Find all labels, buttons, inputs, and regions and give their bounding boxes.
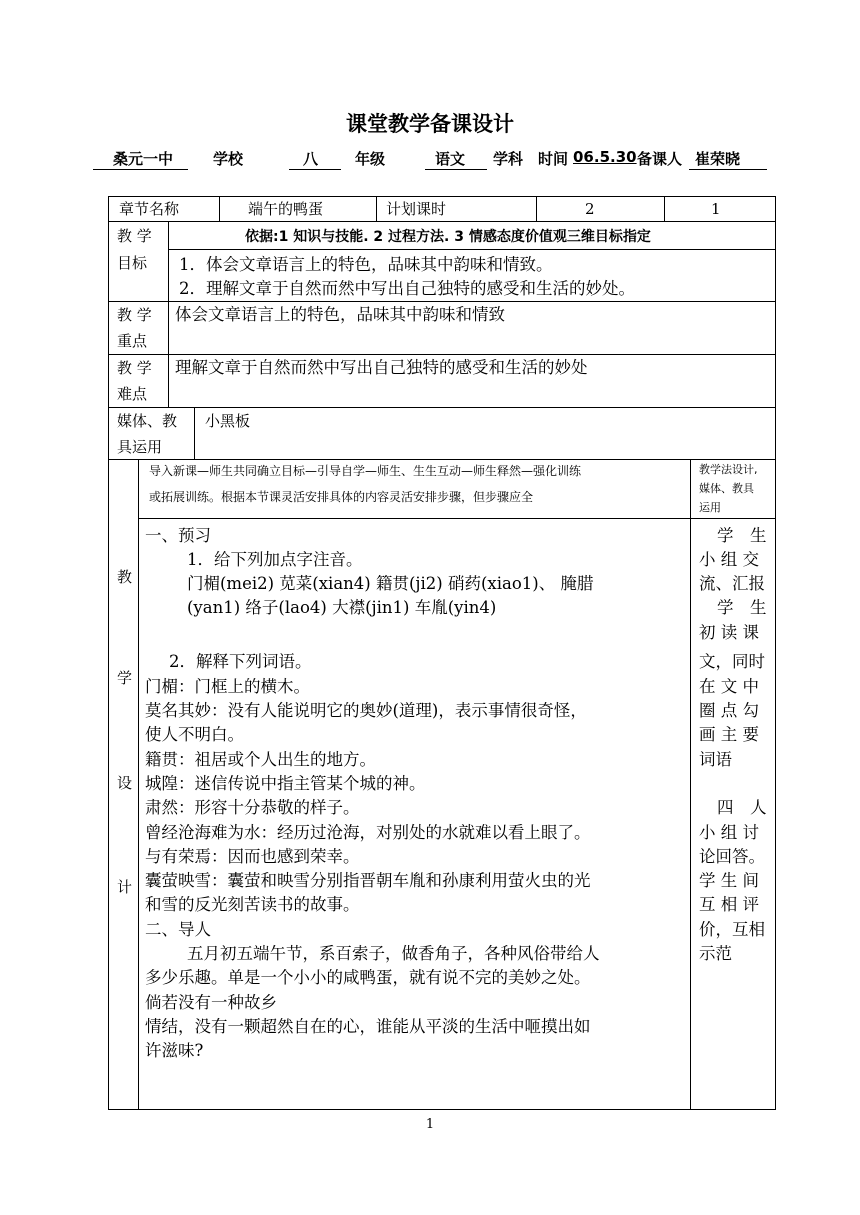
goals-label-2: 目标 bbox=[117, 254, 148, 272]
rule bbox=[138, 459, 139, 1110]
design-side-char: 学 bbox=[117, 669, 133, 687]
method-head-line: 教学法设计, bbox=[699, 463, 758, 476]
rule bbox=[219, 197, 220, 221]
school-name-field: 桑元一中 bbox=[93, 148, 188, 170]
note-line: 画 主 要 bbox=[699, 725, 759, 744]
school-label: 学校 bbox=[213, 150, 244, 168]
content-line: 和雪的反光刻苦读书的故事。 bbox=[145, 895, 360, 914]
note-line: 论回答。 bbox=[699, 847, 765, 866]
rule bbox=[168, 249, 776, 250]
method-head-line: 媒体、教具 bbox=[699, 482, 754, 495]
keypoints-label: 教 学 bbox=[117, 306, 152, 324]
media-text: 小黑板 bbox=[205, 412, 251, 430]
goals-basis: 依据:1 知识与技能. 2 过程方法. 3 情感态度价值观三维目标指定 bbox=[245, 229, 651, 245]
content-line: 二、导人 bbox=[145, 920, 211, 939]
subject-field: 语文 bbox=[425, 148, 487, 170]
chapter-value: 端午的鸭蛋 bbox=[248, 200, 324, 218]
rule bbox=[109, 354, 776, 355]
page-title: 课堂教学备课设计 bbox=[346, 112, 514, 136]
note-line: 学 生 bbox=[717, 598, 767, 617]
preparer-label: 备课人 bbox=[637, 150, 683, 168]
grade-label: 年级 bbox=[355, 150, 386, 168]
keypoints-label-2: 重点 bbox=[117, 332, 148, 350]
rule bbox=[194, 407, 195, 459]
content-line: 与有荣焉：因而也感到荣幸。 bbox=[145, 847, 360, 866]
note-line: 互 相 评 bbox=[699, 895, 759, 914]
content-line: 1．给下列加点字注音。 bbox=[187, 550, 363, 569]
design-intro-line-1: 导入新课—师生共同确立目标—引导自学—师生、生生互动—师生释然—强化训练 bbox=[149, 464, 582, 478]
goal-item-2: 2．理解文章于自然而然中写出自己独特的感受和生活的妙处。 bbox=[179, 279, 635, 298]
rule bbox=[109, 301, 776, 302]
media-label-2: 具运用 bbox=[117, 438, 163, 456]
note-line: 学 生 间 bbox=[699, 871, 759, 890]
content-line: 肃然：形容十分恭敬的样子。 bbox=[145, 798, 360, 817]
design-side-char: 教 bbox=[117, 568, 133, 586]
note-line: 小 组 交 bbox=[699, 550, 759, 569]
rule bbox=[168, 221, 169, 301]
rule bbox=[690, 459, 691, 1110]
content-line: 许滋味? bbox=[145, 1041, 204, 1060]
note-line: 初 读 课 bbox=[699, 623, 759, 642]
content-line: 情结，没有一颗超然自在的心，谁能从平淡的生活中咂摸出如 bbox=[145, 1017, 591, 1036]
content-line: 2．解释下列词语。 bbox=[169, 652, 312, 671]
content-line: 囊萤映雪：囊萤和映雪分别指晋朝车胤和孙康利用萤火虫的光 bbox=[145, 871, 591, 890]
rule bbox=[109, 459, 776, 460]
rule bbox=[138, 518, 776, 519]
note-line: 学 生 bbox=[717, 526, 767, 545]
content-line: 一、预习 bbox=[145, 526, 211, 545]
chapter-label: 章节名称 bbox=[119, 200, 180, 218]
content-line: 莫名其妙：没有人能说明它的奥妙(道理)，表示事情很奇怪， bbox=[145, 701, 587, 720]
time-label: 时间 bbox=[538, 150, 569, 168]
page-number: 1 bbox=[425, 1117, 435, 1132]
content-line: 城隍：迷信传说中指主管某个城的神。 bbox=[145, 774, 426, 793]
note-line: 圈 点 勾 bbox=[699, 701, 759, 720]
info-line bbox=[93, 148, 773, 172]
media-label: 媒体、教 bbox=[117, 412, 178, 430]
hours-label: 计划课时 bbox=[386, 200, 447, 218]
content-line: 门楣：门框上的横木。 bbox=[145, 677, 310, 696]
note-line: 流、汇报 bbox=[699, 574, 765, 593]
rule bbox=[109, 407, 776, 408]
content-line: (yan1) 络子(lao4) 大襟(jin1) 车胤(yin4) bbox=[187, 598, 497, 617]
rule bbox=[376, 197, 377, 221]
content-line: 籍贯：祖居或个人出生的地方。 bbox=[145, 750, 376, 769]
content-line: 五月初五端午节，系百索子，做香角子，各种风俗带给人 bbox=[187, 944, 600, 963]
goals-label: 教 学 bbox=[117, 227, 152, 245]
design-side-char: 计 bbox=[117, 878, 133, 896]
method-head-line: 运用 bbox=[699, 501, 721, 514]
content-line: 曾经沧海难为水：经历过沧海，对别处的水就难以看上眼了。 bbox=[145, 823, 591, 842]
content-line: 使人不明白。 bbox=[145, 725, 244, 744]
difficulties-label-2: 难点 bbox=[117, 385, 148, 403]
preparer-field: 崔荣晓 bbox=[689, 148, 767, 170]
content-line: 倘若没有一种故乡 bbox=[145, 993, 277, 1012]
difficulties-text: 理解文章于自然而然中写出自己独特的感受和生活的妙处 bbox=[175, 358, 588, 377]
lesson-plan-table bbox=[108, 196, 776, 1110]
grade-field: 八 bbox=[289, 148, 341, 170]
note-line: 价，互相 bbox=[699, 920, 765, 939]
note-line: 示范 bbox=[699, 944, 732, 963]
difficulties-label: 教 学 bbox=[117, 359, 152, 377]
count-value: 1 bbox=[711, 200, 721, 218]
rule bbox=[536, 197, 537, 221]
note-line: 文，同时 bbox=[699, 652, 765, 671]
note-line: 小 组 讨 bbox=[699, 823, 759, 842]
note-line: 四 人 bbox=[717, 798, 767, 817]
note-line: 在 文 中 bbox=[699, 677, 759, 696]
design-side-char: 设 bbox=[117, 774, 133, 792]
rule bbox=[109, 221, 776, 222]
keypoints-text: 体会文章语言上的特色，品味其中韵味和情致 bbox=[175, 305, 505, 324]
rule bbox=[664, 197, 665, 221]
time-value: 06.5.30 bbox=[573, 148, 637, 166]
content-line: 多少乐趣。单是一个小小的咸鸭蛋，就有说不完的美妙之处。 bbox=[145, 968, 591, 987]
hours-value: 2 bbox=[585, 200, 595, 218]
design-intro-line-2: 或拓展训练。根据本节课灵活安排具体的内容灵活安排步骤，但步骤应全 bbox=[149, 490, 534, 504]
rule bbox=[168, 354, 169, 407]
content-line: 门楣(mei2) 苋菜(xian4) 籍贯(ji2) 硝药(xiao1)、 腌腊 bbox=[187, 574, 594, 593]
subject-label: 学科 bbox=[493, 150, 524, 168]
goal-item-1: 1．体会文章语言上的特色，品味其中韵味和情致。 bbox=[179, 255, 553, 274]
rule bbox=[168, 301, 169, 354]
note-line: 词语 bbox=[699, 750, 732, 769]
